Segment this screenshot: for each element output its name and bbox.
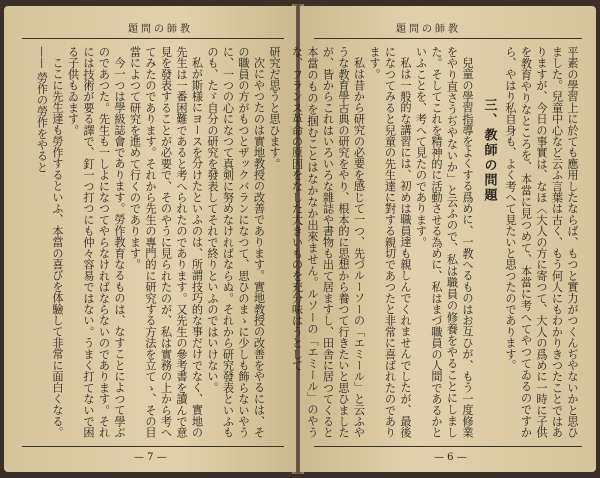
left-page-number: — 7 — — [134, 452, 167, 463]
left-header-rule — [22, 38, 284, 39]
left-text-block — [20, 46, 282, 438]
paragraph: 私が斯様にヨースを分けたといふのは、所謂技巧的な事だけでなく、實地の先生は一番困難であると考へられたのであります。又先生の參考書を讀んで意見を發表することが必要で、そのやうに見られたのが、私は實務の上から考へてみたのであります。それから先生の專門的に研究する方法を立てゝ、その目當によつて研究を進めて行くのであります。 — [128, 46, 204, 438]
paragraph: ここに先生達も勞作するといふ、本當の喜びを体驗して非常に面白くなる。—— 勞作の勞作をやると — [35, 46, 64, 438]
paragraph: 兒童の學習指導をよくする爲めに、一教へるものはお互ひが、もう一度修業をやり直さうぢやないか」と云ふので、私は職員の修養をやることにしました。そしてこれを精神的に活動させる為めに、私はまづ職員の人間であるかといふことを、考へて見たのであります。 — [414, 46, 474, 438]
left-running-head: 題問の師教 — [128, 24, 193, 35]
right-page-number: — 6 — — [434, 452, 467, 463]
paragraph: 今一つは學級誌會であります。勞作教育なるものは、なすことによつて學ぶのであつた。先生も一しよになつてやらなければならないのであります。それには技術が要る譯で、釘一つ打つにも仲々容易ではない。うまく打てないで困る子供もゐます。 — [66, 46, 126, 438]
paragraph: 私は一般的な講習には、初めは職員達も親しんでくれませんでしたが、最後になつてみると兒童の先生達に對する親切であつたと非常に喜ばれたのであります。 — [368, 46, 412, 438]
paragraph: 私は昔から研究の必要を感じて一つ、先づルーソーの「エミール」と云ふやうな教育學古典の研究をやり、根本的に思想から養つて行きたいと思ひましたが、皆からこれはいろいろな雜誌や書物も出て居ますし、田舎に居つてくると本當のものを掴むことはなかなか出來ません。ルソーの「エミール」のやうな、フランス革命の原因をなした大きいものを充分味はうとして — [290, 46, 366, 438]
section-heading: 三、教師の問題 — [481, 98, 497, 203]
right-page — [290, 6, 596, 472]
paragraph: 研究だ思うと思ひます。 — [268, 46, 281, 170]
right-header-rule — [314, 38, 582, 39]
paragraph: 平素の學習上に於ても應用したならば、もつと實力がつくんぢやないかと思ひました。兒童中心など云ふ言葉は古く、もう何人にもわかりきつたことではありますが、今日の事實は、なほ〈大人の方に寄つて、大人の爲めに一時に子供を教育やりなところを、本當に見つめて、本當に考へてやつてゐるのですから、やはり私自身も、よく考へて見たいと思つたのであります。 — [504, 46, 579, 438]
right-text-block — [290, 46, 580, 438]
left-page — [4, 6, 296, 472]
paragraph: 次にやつたのは實地教授の改善であります。實地教授の改善をやるには、その職員の方がもつとザックバランになつて、思ひのまゝに少しも飾らないやうに、一つの心になつて真剣に努めなければならぬ。それから研究發表といふものも、たゞ自分の研究を發表してそれで終りといふのではいけない。 — [206, 46, 266, 438]
right-running-head: 題問の師教 — [396, 24, 461, 35]
right-footer-rule — [314, 446, 582, 447]
left-footer-rule — [22, 446, 284, 447]
